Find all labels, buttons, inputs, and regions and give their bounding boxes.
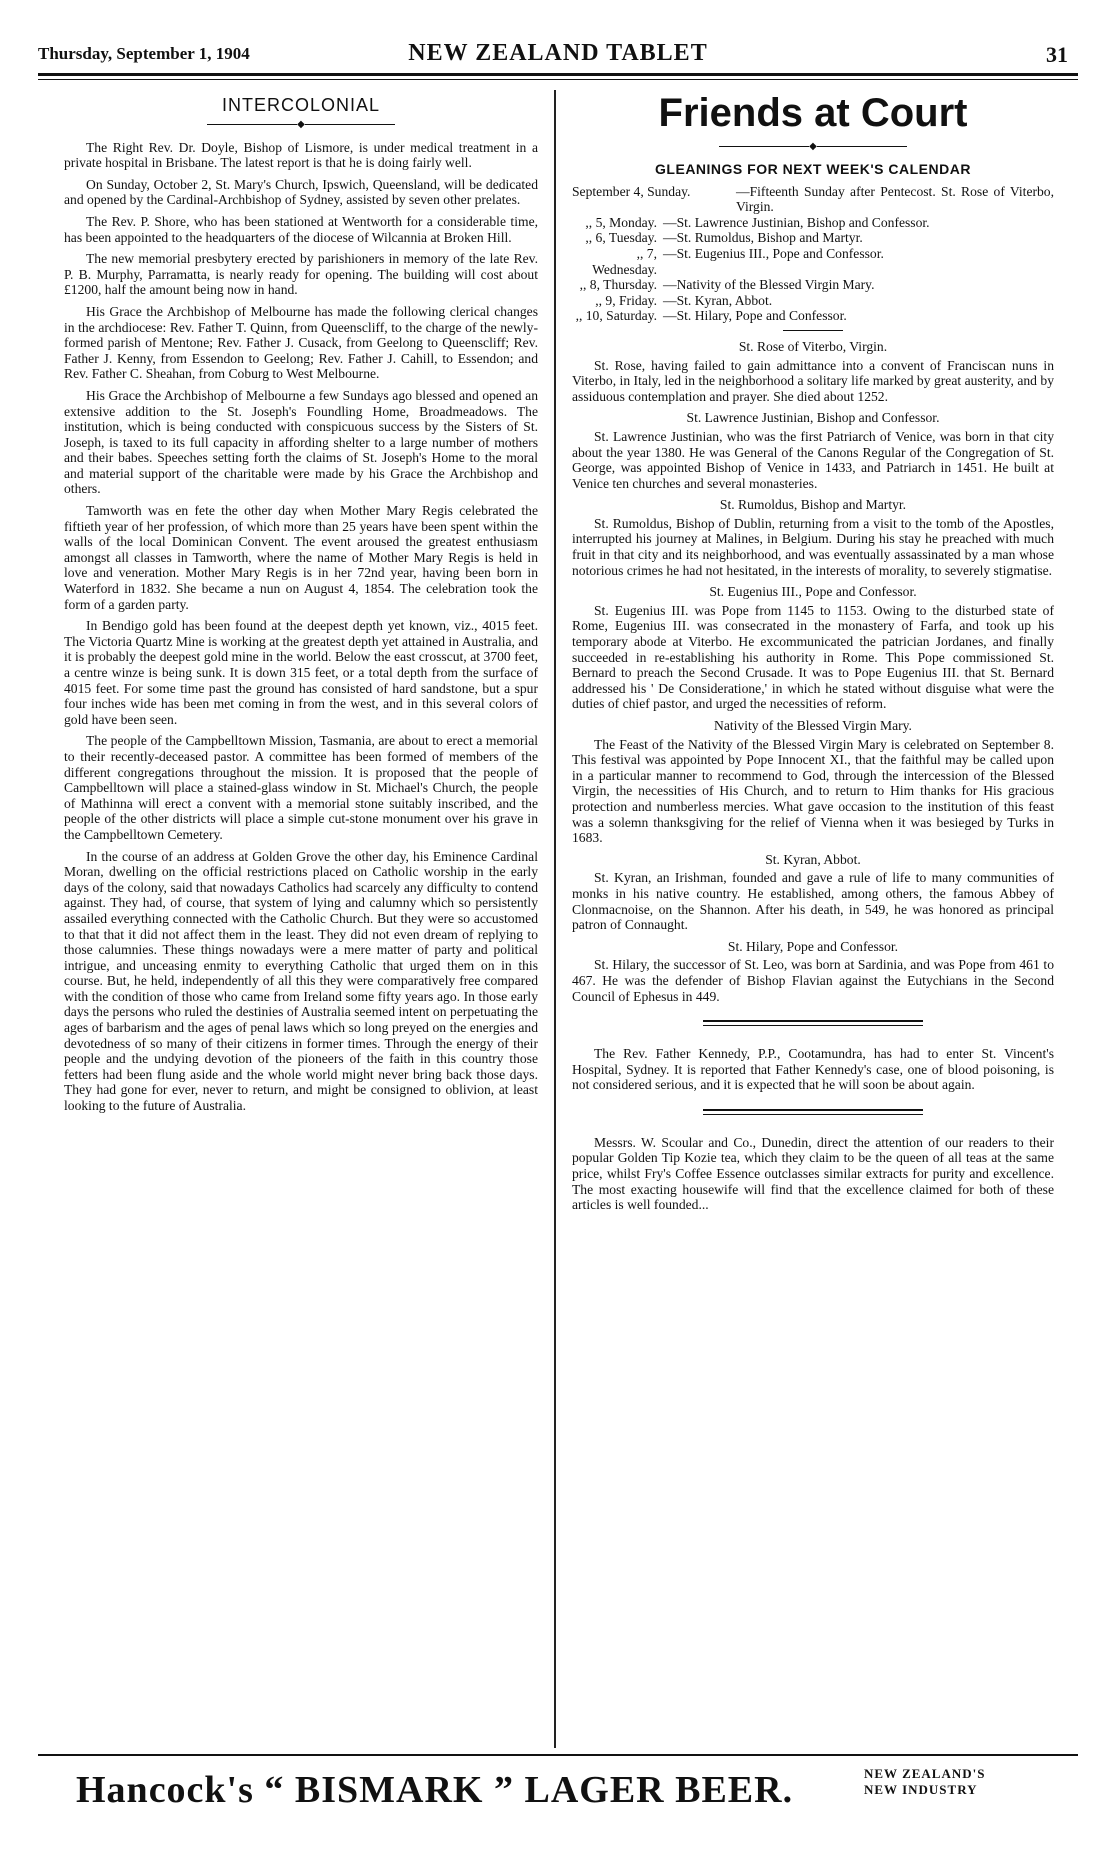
article-paragraph: His Grace the Archbishop of Melbourne has made the following clerical changes in the archdiocese: Rev. Father T. Quinn, from Queenscliff, to the charge of the newly-formed parish of Mentone; Rev. Father J. Cusack, from Geelong to Queenscliff; Rev. Father J. Kenny, from Essendon to Geelong; Rev. Father J. Cahill, to Essendon; and Rev. Father C. Sheahan, from Coburg to West Melbourne. <box>64 303 538 382</box>
calendar-text: —Fifteenth Sunday after Pentecost. St. Rose of Viterbo, Virgin. <box>736 183 1054 215</box>
intercolonial-column <box>64 94 538 1120</box>
kennedy-notice: The Rev. Father Kennedy, P.P., Cootamundra, has had to enter St. Vincent's Hospital, Sydney. It is reported that Father Kennedy's case, one of blood poisoning, is not considered serious, and it is expected that he will soon be about again. <box>572 1046 1054 1093</box>
saint-paragraph: St. Rose, having failed to gain admittance into a convent of Franciscan nuns in Viterbo, in Italy, led in the neighborhood a solitary life marked by great austerity, and by assiduous contemplation and prayer. She died about 1252. <box>572 357 1054 404</box>
calendar-entry <box>572 293 1054 309</box>
page-header <box>38 38 1078 72</box>
article-paragraph: His Grace the Archbishop of Melbourne a few Sundays ago blessed and opened an extensive addition to the St. Joseph's Foundling Home, Broadmeadows. The institution, which is being conducted with conspicuous success by the Sisters of St. Joseph, is taxed to its full capacity in affording shelter to a large number of mothers and their babes. Speeches setting forth the claims of St. Joseph's Home to the moral and material support of the charitable were made by his Grace the Archbishop and others. <box>64 387 538 497</box>
header-rule-thin <box>38 79 1078 80</box>
ad-tagline-line: NEW INDUSTRY <box>864 1782 978 1797</box>
calendar-entry <box>572 230 1054 246</box>
calendar-text: —St. Hilary, Pope and Confessor. <box>663 308 847 324</box>
section-divider <box>703 1020 923 1026</box>
publication-title: NEW ZEALAND TABLET <box>408 40 708 66</box>
column-divider <box>554 90 556 1748</box>
article-paragraph: On Sunday, October 2, St. Mary's Church, Ipswich, Queensland, will be dedicated and opened by the Cardinal-Archbishop of Sydney, assisted by seven other prelates. <box>64 176 538 208</box>
ad-tagline-line: NEW ZEALAND'S <box>864 1766 986 1781</box>
article-paragraph: The Rev. P. Shore, who has been stationed at Wentworth for a considerable time, has been appointed to the headquarters of the diocese of Wilcannia at Broken Hill. <box>64 213 538 245</box>
footer-rule <box>38 1754 1078 1756</box>
article-paragraph: In Bendigo gold has been found at the deepest depth yet known, viz., 4015 feet. The Victoria Quartz Mine is working at the greatest depth yet attained in Australia, and it is probably the deepest gold mine in the world. Below the east crosscut, at 3700 feet, a centre winze is being sunk. It is down 315 feet, or a total depth from the surface of 4015 feet. For some time past the ground has consisted of hard sandstone, but a spur four inches wide has been met coming in from the west, and in this several colors of gold have been seen. <box>64 618 538 727</box>
scoular-notice: Messrs. W. Scoular and Co., Dunedin, direct the attention of our readers to their popular Golden Tip Kozie tea, which they claim to be the queen of all teas at the same price, whilst Fry's Coffee Essence outclasses similar extracts for purity and excellence. The most exacting housewife will find that the excellence claimed for both of these articles is well founded... <box>572 1134 1054 1213</box>
short-divider <box>783 330 843 331</box>
saint-paragraph: St. Hilary, the successor of St. Leo, was born at Sardinia, and was Pope from 461 to 467. He was the defender of Bishop Flavian against the Eutychians in the Second Council of Ephesus in 449. <box>572 957 1054 1004</box>
calendar-entry <box>572 184 1054 215</box>
ornament-divider: ◆ <box>572 142 1054 152</box>
calendar-entry <box>572 308 1054 324</box>
calendar-date: ,, 6, Tuesday. <box>585 230 657 246</box>
calendar-heading: GLEANINGS FOR NEXT WEEK'S CALENDAR <box>655 161 971 177</box>
ad-tagline <box>864 1766 985 1798</box>
calendar-entry <box>572 246 1054 277</box>
saint-paragraph: St. Rumoldus, Bishop of Dublin, returning from a visit to the tomb of the Apostles, interrupted his journey at Malines, in Belgium. During his stay he preached with much fruit in that city and its neighborhood, and was eventually assassinated by a man whose notorious crimes he had not hesitated, in the interests of morality, to severely stigmatise. <box>572 515 1054 578</box>
saint-heading: St. Hilary, Pope and Confessor. <box>727 938 899 954</box>
calendar-date: ,, 7, Wednesday. <box>592 245 657 277</box>
calendar-text: —St. Kyran, Abbot. <box>663 292 773 308</box>
saint-paragraph: St. Lawrence Justinian, who was the first Patriarch of Venice, was born in that city about the year 1380. He was General of the Canons Regular of the Congregation of St. George, was appointed Bishop of Venice in 1433, and Patriarch in 1451. He built at Venice ten churches and several monasteries. <box>572 428 1054 491</box>
saint-heading: St. Rose of Viterbo, Virgin. <box>738 338 888 354</box>
calendar-list <box>572 184 1054 324</box>
calendar-text: —St. Eugenius III., Pope and Confessor. <box>663 245 884 261</box>
saint-paragraph: St. Eugenius III. was Pope from 1145 to 1153. Owing to the disturbed state of Rome, Eugenius III. was consecrated in the monastery of Farfa, and took up his temporary abode at Viterbo. He excommunicated the patrician Jordanes, and finally succeeded in re-establishing his authority in Rome. This Pope commissioned St. Bernard to preach the Second Crusade. It was to Pope Eugenius III. that St. Bernard addressed his ' De Consideratione,' in which he stated without disguise what were the duties of chief pastor, and urged the necessities of reform. <box>572 602 1054 712</box>
header-rule <box>38 73 1078 76</box>
article-paragraph: In the course of an address at Golden Grove the other day, his Eminence Cardinal Moran, dwelling on the official restrictions placed on Catholic worship in the early days of the colony, said that nowadays Catholics had scarcely any difficulty to contend against. They had, of course, that system of lying and calumny which so persistently assailed everything connected with the Catholic Church. But they were so accustomed to that that it did not affect them in the least. They did not even dream of replying to those calumnies. These things nowadays were a mere matter of party and political intrigue, and unceasing enmity to everything Catholic that urged them on in this course. But, he held, independently of all this they were comparatively free compared with the condition of those who came from Ireland some fifty years ago. In those early days the persons who ruled the destinies of Australia seemed intent on perpetuating the ages of barbarism and the ages of penal laws which so long preyed on the energies and devotedness of so many of their citizens in former times. Through the energy of their people and the undying devotion of the pioneers of the faith in this country those fetters had been flung aside and the whole world might never bring back those days. They had gone for ever, never to return, and might be consigned to oblivion, at least looking to the future of Australia. <box>64 848 538 1114</box>
footer-advertisement <box>38 1760 1078 1820</box>
calendar-text: —St. Rumoldus, Bishop and Martyr. <box>663 230 863 246</box>
page-number: 31 <box>1046 42 1068 67</box>
saint-heading: St. Rumoldus, Bishop and Martyr. <box>719 497 907 513</box>
saint-paragraph: The Feast of the Nativity of the Blessed Virgin Mary is celebrated on September 8. This festival was appointed by Pope Innocent XI., that the faithful may be called upon in a particular manner to recommend to God, through the intercession of the Blessed Virgin, the necessities of His Church, and to return to Him thanks for His gracious protection and numberless mercies. What gave occasion to the institution of this feast was a solemn thanksgiving for the relief of Vienna when it was besieged by Turks in 1683. <box>572 736 1054 846</box>
calendar-date: ,, 8, Thursday. <box>579 277 657 293</box>
calendar-text: —Nativity of the Blessed Virgin Mary. <box>663 277 875 293</box>
saint-heading: St. Lawrence Justinian, Bishop and Confessor. <box>686 410 940 426</box>
beer-advertisement: Hancock's “ BISMARK ” LAGER BEER. <box>76 1769 794 1811</box>
calendar-entry <box>572 215 1054 231</box>
article-paragraph: The new memorial presbytery erected by parishioners in memory of the late Rev. P. B. Murphy, Parramatta, is nearly ready for opening. The building will cost about £1200, half the amount being now in hand. <box>64 251 538 298</box>
calendar-date: September 4, Sunday. <box>572 183 691 199</box>
calendar-entry <box>572 277 1054 293</box>
friends-at-court-column <box>572 91 1054 1219</box>
article-paragraph: The Right Rev. Dr. Doyle, Bishop of Lismore, is under medical treatment in a private hospital in Brisbane. The latest report is that he is doing fairly well. <box>64 139 538 171</box>
saint-heading: Nativity of the Blessed Virgin Mary. <box>714 718 912 733</box>
calendar-date: ,, 9, Friday. <box>595 292 657 308</box>
section-heading: INTERCOLONIAL <box>221 95 381 115</box>
article-paragraph: The people of the Campbelltown Mission, Tasmania, are about to erect a memorial to their recently-deceased pastor. A committee has been formed of members of the different congregations throughout the mission. It is proposed that the people of Campbelltown will place a stained-glass window in St. Michael's Church, the people of Mathinna will erect a convent with a memorial stone suitably inscribed, and the people of the other districts will place a simple cut-stone monument over his grave in the Campbelltown Cemetery. <box>64 733 538 842</box>
calendar-date: ,, 10, Saturday. <box>575 308 657 324</box>
article-paragraph: Tamworth was en fete the other day when Mother Mary Regis celebrated the fiftieth year of her profession, of which more than 25 years have been spent within the walls of the local Dominican Convent. The event aroused the greatest enthusiasm amongst all classes in Tamworth, where the name of Mother Mary Regis is held in love and veneration. Mother Mary Regis is in her 72nd year, having been born in Waterford in 1832. She became a nun on August 4, 1854. The celebration took the form of a garden party. <box>64 503 538 612</box>
saint-heading: St. Kyran, Abbot. <box>765 851 861 867</box>
column-title: Friends at Court <box>658 91 968 135</box>
calendar-date: ,, 5, Monday. <box>585 214 657 230</box>
section-divider <box>703 1109 923 1115</box>
issue-date: Thursday, September 1, 1904 <box>38 44 250 63</box>
saint-heading: St. Eugenius III., Pope and Confessor. <box>709 584 917 600</box>
ornament-divider: ◆ <box>64 120 538 130</box>
calendar-text: —St. Lawrence Justinian, Bishop and Confessor. <box>663 214 930 230</box>
saint-paragraph: St. Kyran, an Irishman, founded and gave a rule of life to many communities of monks in his native country. He established, among others, the famous Abbey of Clonmacnoise, on the Shannon. After his death, in 549, he was honored as principal patron of Connaught. <box>572 870 1054 933</box>
